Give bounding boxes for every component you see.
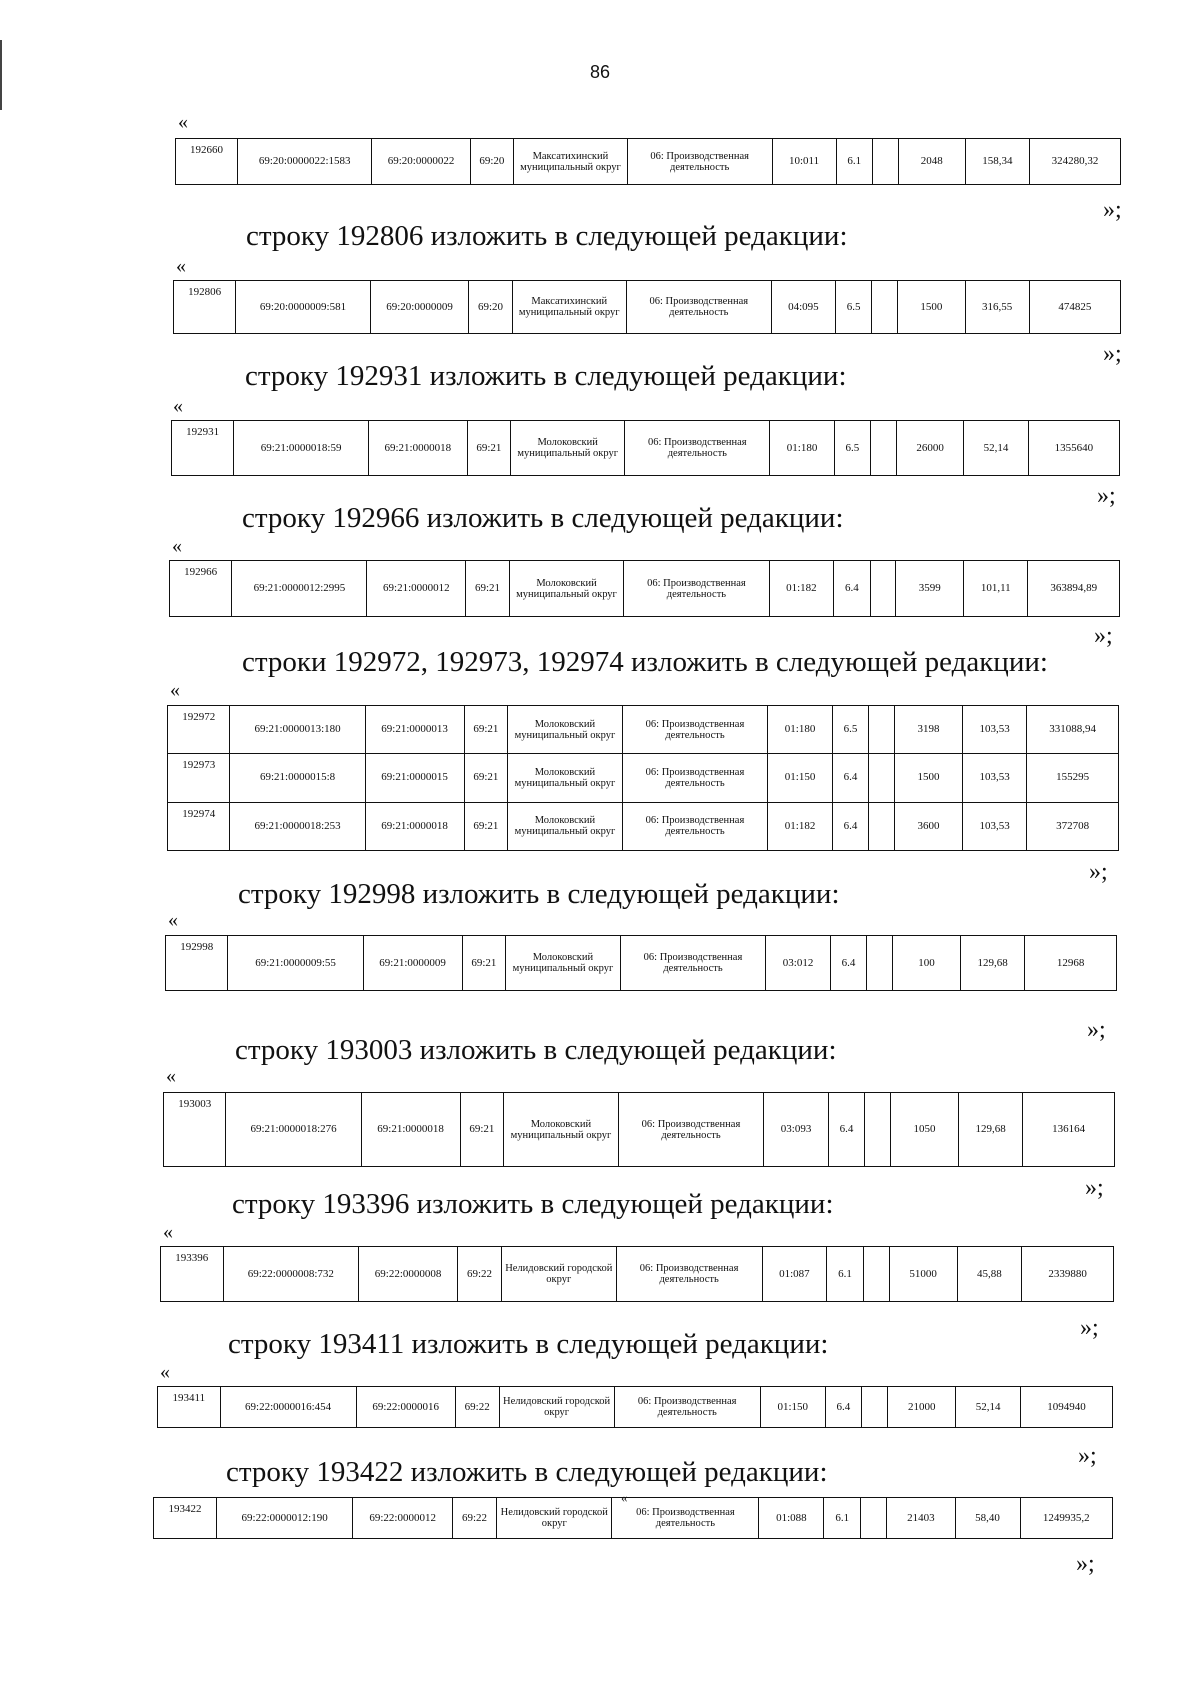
section-heading: строку 192806 изложить в следующей редакции: — [246, 220, 848, 252]
activity-cell: 06: Производственная деятельность — [620, 936, 766, 991]
code-cell: 01:180 — [770, 421, 834, 476]
rate-cell: 316,55 — [965, 281, 1029, 334]
row-id-cell: 193396 — [161, 1247, 224, 1302]
cadastral-number-cell: 69:21:0000018:253 — [230, 802, 365, 850]
code-cell: 04:095 — [771, 281, 835, 334]
group-cell: 6.4 — [825, 1387, 862, 1428]
activity-cell: 06: Производственная деятельность — [622, 706, 768, 754]
row-id-cell: 192931 — [172, 421, 234, 476]
open-quote: « — [170, 679, 180, 701]
table-row — [170, 561, 1120, 617]
open-quote: « — [176, 255, 186, 277]
value-cell: 1355640 — [1028, 421, 1119, 476]
district-code-cell: 69:21 — [462, 936, 506, 991]
rate-cell: 52,14 — [956, 1387, 1021, 1428]
close-quote: »; — [1103, 197, 1122, 223]
municipality-cell: Нелидовский городской округ — [499, 1387, 614, 1428]
code-cell: 01:150 — [768, 754, 833, 802]
section-heading: строку 193003 изложить в следующей редакции: — [235, 1034, 837, 1066]
close-quote: »; — [1085, 1175, 1104, 1201]
area-cell: 3600 — [895, 802, 963, 850]
activity-cell: 06: Производственная деятельность — [622, 754, 768, 802]
municipality-cell: Молоковский муниципальный округ — [506, 936, 620, 991]
section-heading: строку 193411 изложить в следующей редакции: — [228, 1328, 829, 1360]
close-quote: »; — [1078, 1443, 1097, 1469]
rate-cell: 103,53 — [962, 754, 1027, 802]
activity-cell: 06: Производственная деятельность — [618, 1093, 764, 1167]
data-table — [167, 705, 1119, 851]
rate-cell: 129,68 — [958, 1093, 1023, 1167]
table-row — [176, 139, 1121, 185]
value-cell: 372708 — [1027, 802, 1119, 850]
value-cell: 2339880 — [1022, 1247, 1114, 1302]
open-quote: « — [621, 1490, 628, 1505]
rate-cell: 158,34 — [965, 139, 1029, 185]
group-cell: 6.4 — [828, 1093, 864, 1167]
cadastral-number-cell: 69:21:0000018:59 — [234, 421, 369, 476]
municipality-cell: Нелидовский городской округ — [497, 1498, 612, 1539]
cadastral-number-cell: 69:21:0000018:276 — [226, 1093, 361, 1167]
data-table — [157, 1386, 1113, 1428]
table-row — [154, 1498, 1113, 1539]
row-id-cell: 192973 — [168, 754, 230, 802]
district-code-cell: 69:21 — [464, 802, 508, 850]
area-cell: 1500 — [898, 281, 965, 334]
row-id-cell: 192660 — [176, 139, 238, 185]
area-cell: 3198 — [895, 706, 963, 754]
code-cell: 01:182 — [769, 561, 833, 617]
empty-cell — [862, 1387, 888, 1428]
rate-cell: 103,53 — [962, 706, 1027, 754]
empty-cell — [869, 706, 895, 754]
activity-cell: 06: Производственная деятельность — [624, 561, 770, 617]
district-code-cell: 69:21 — [467, 421, 511, 476]
cadastral-number-cell: 69:20:0000009:581 — [236, 281, 371, 334]
row-id-cell: 193422 — [154, 1498, 217, 1539]
quarter-cell: 69:21:0000018 — [365, 802, 464, 850]
group-cell: 6.4 — [834, 561, 870, 617]
code-cell: 01:087 — [762, 1247, 827, 1302]
empty-cell — [863, 1247, 889, 1302]
close-quote: »; — [1076, 1551, 1095, 1577]
close-quote: »; — [1094, 623, 1113, 649]
area-cell: 51000 — [889, 1247, 957, 1302]
area-cell: 1050 — [891, 1093, 959, 1167]
activity-cell: 06: Производственная деятельность — [614, 1387, 760, 1428]
close-quote: »; — [1087, 1017, 1106, 1043]
area-cell: 21000 — [888, 1387, 956, 1428]
quarter-cell: 69:22:0000016 — [356, 1387, 455, 1428]
value-cell: 324280,32 — [1029, 139, 1120, 185]
group-cell: 6.1 — [827, 1247, 863, 1302]
municipality-cell: Нелидовский городской округ — [501, 1247, 616, 1302]
table-row — [161, 1247, 1114, 1302]
table-row — [168, 754, 1119, 802]
close-quote: »; — [1089, 859, 1108, 885]
quarter-cell: 69:22:0000008 — [359, 1247, 458, 1302]
open-quote: « — [163, 1221, 173, 1243]
row-id-cell: 193003 — [164, 1093, 226, 1167]
value-cell: 363894,89 — [1028, 561, 1120, 617]
activity-cell: 06: Производственная деятельность — [612, 1498, 759, 1539]
value-cell: 331088,94 — [1027, 706, 1119, 754]
section-heading: строку 193422 изложить в следующей редакции: — [226, 1456, 828, 1488]
rate-cell: 103,53 — [962, 802, 1027, 850]
code-cell: 01:182 — [768, 802, 833, 850]
close-quote: »; — [1103, 341, 1122, 367]
open-quote: « — [173, 395, 183, 417]
district-code-cell: 69:20 — [469, 281, 513, 334]
value-cell: 155295 — [1027, 754, 1119, 802]
cadastral-number-cell: 69:21:0000009:55 — [228, 936, 363, 991]
table-row — [164, 1093, 1115, 1167]
value-cell: 1249935,2 — [1020, 1498, 1112, 1539]
table-row — [168, 802, 1119, 850]
row-id-cell: 193411 — [158, 1387, 221, 1428]
empty-cell — [870, 561, 896, 617]
municipality-cell: Молоковский муниципальный округ — [508, 754, 622, 802]
district-code-cell: 69:22 — [458, 1247, 502, 1302]
quarter-cell: 69:21:0000018 — [369, 421, 468, 476]
rate-cell: 58,40 — [955, 1498, 1020, 1539]
value-cell: 474825 — [1029, 281, 1120, 334]
quarter-cell: 69:21:0000015 — [365, 754, 464, 802]
open-quote: « — [166, 1065, 176, 1087]
open-quote: « — [172, 535, 182, 557]
page-number: 86 — [589, 62, 611, 82]
data-table — [173, 280, 1121, 334]
empty-cell — [865, 1093, 891, 1167]
group-cell: 6.1 — [824, 1498, 861, 1539]
district-code-cell: 69:21 — [460, 1093, 504, 1167]
data-table — [165, 935, 1117, 991]
activity-cell: 06: Производственная деятельность — [625, 421, 770, 476]
quarter-cell: 69:22:0000012 — [353, 1498, 453, 1539]
area-cell: 2048 — [898, 139, 965, 185]
data-table — [175, 138, 1121, 185]
area-cell: 100 — [893, 936, 961, 991]
open-quote: « — [160, 1361, 170, 1383]
group-cell: 6.5 — [836, 281, 872, 334]
cadastral-number-cell: 69:21:0000013:180 — [230, 706, 365, 754]
cadastral-number-cell: 69:21:0000015:8 — [230, 754, 365, 802]
value-cell: 12968 — [1025, 936, 1117, 991]
open-quote: « — [178, 111, 188, 133]
data-table — [171, 420, 1120, 476]
district-code-cell: 69:22 — [453, 1498, 497, 1539]
open-quote: « — [168, 909, 178, 931]
value-cell: 1094940 — [1020, 1387, 1112, 1428]
group-cell: 6.4 — [832, 754, 868, 802]
municipality-cell: Максатихинский муниципальный округ — [514, 139, 628, 185]
row-id-cell: 192998 — [166, 936, 228, 991]
quarter-cell: 69:20:0000022 — [372, 139, 470, 185]
group-cell: 6.5 — [832, 706, 868, 754]
empty-cell — [869, 802, 895, 850]
empty-cell — [861, 1498, 887, 1539]
quarter-cell: 69:21:0000018 — [361, 1093, 460, 1167]
table-row — [174, 281, 1121, 334]
rate-cell: 45,88 — [957, 1247, 1022, 1302]
close-quote: »; — [1080, 1315, 1099, 1341]
empty-cell — [872, 139, 898, 185]
quarter-cell: 69:21:0000012 — [367, 561, 466, 617]
municipality-cell: Молоковский муниципальный округ — [511, 421, 625, 476]
district-code-cell: 69:21 — [464, 706, 508, 754]
row-id-cell: 192974 — [168, 802, 230, 850]
section-heading: строки 192972, 192973, 192974 изложить в следующей редакции: — [242, 646, 1048, 678]
table-row — [168, 706, 1119, 754]
table-row — [172, 421, 1120, 476]
row-id-cell: 192806 — [174, 281, 236, 334]
group-cell: 6.4 — [830, 936, 866, 991]
quarter-cell: 69:21:0000013 — [365, 706, 464, 754]
district-code-cell: 69:20 — [470, 139, 513, 185]
section-heading: строку 192931 изложить в следующей редакции: — [245, 360, 847, 392]
rate-cell: 52,14 — [964, 421, 1028, 476]
table-row — [166, 936, 1117, 991]
cadastral-number-cell: 69:20:0000022:1583 — [238, 139, 372, 185]
group-cell: 6.5 — [834, 421, 870, 476]
quarter-cell: 69:20:0000009 — [370, 281, 468, 334]
rate-cell: 129,68 — [960, 936, 1025, 991]
activity-cell: 06: Производственная деятельность — [627, 139, 772, 185]
municipality-cell: Молоковский муниципальный округ — [508, 706, 622, 754]
section-heading: строку 193396 изложить в следующей редакции: — [232, 1188, 834, 1220]
cadastral-number-cell: 69:22:0000012:190 — [216, 1498, 352, 1539]
empty-cell — [869, 754, 895, 802]
activity-cell: 06: Производственная деятельность — [626, 281, 771, 334]
row-id-cell: 192972 — [168, 706, 230, 754]
cadastral-number-cell: 69:21:0000012:2995 — [232, 561, 367, 617]
area-cell: 1500 — [895, 754, 963, 802]
activity-cell: 06: Производственная деятельность — [616, 1247, 762, 1302]
area-cell: 26000 — [896, 421, 963, 476]
group-cell: 6.1 — [836, 139, 872, 185]
empty-cell — [872, 281, 898, 334]
data-table — [163, 1092, 1115, 1167]
cadastral-number-cell: 69:22:0000016:454 — [220, 1387, 356, 1428]
code-cell: 03:093 — [764, 1093, 829, 1167]
code-cell: 10:011 — [772, 139, 836, 185]
municipality-cell: Максатихинский муниципальный округ — [512, 281, 626, 334]
rate-cell: 101,11 — [964, 561, 1028, 617]
code-cell: 03:012 — [766, 936, 831, 991]
data-table — [169, 560, 1120, 617]
data-table — [160, 1246, 1114, 1302]
code-cell: 01:150 — [760, 1387, 825, 1428]
district-code-cell: 69:21 — [464, 754, 508, 802]
empty-cell — [867, 936, 893, 991]
group-cell: 6.4 — [832, 802, 868, 850]
activity-cell: 06: Производственная деятельность — [622, 802, 768, 850]
cadastral-number-cell: 69:22:0000008:732 — [223, 1247, 359, 1302]
municipality-cell: Молоковский муниципальный округ — [504, 1093, 618, 1167]
municipality-cell: Молоковский муниципальный округ — [509, 561, 623, 617]
row-id-cell: 192966 — [170, 561, 232, 617]
table-row — [158, 1387, 1113, 1428]
area-cell: 3599 — [896, 561, 964, 617]
section-heading: строку 192966 изложить в следующей редакции: — [242, 502, 844, 534]
district-code-cell: 69:21 — [466, 561, 510, 617]
code-cell: 01:180 — [768, 706, 833, 754]
area-cell: 21403 — [887, 1498, 955, 1539]
code-cell: 01:088 — [759, 1498, 824, 1539]
quarter-cell: 69:21:0000009 — [363, 936, 462, 991]
section-heading: строку 192998 изложить в следующей редакции: — [238, 878, 840, 910]
district-code-cell: 69:22 — [455, 1387, 499, 1428]
close-quote: »; — [1097, 483, 1116, 509]
data-table — [153, 1497, 1113, 1539]
municipality-cell: Молоковский муниципальный округ — [508, 802, 622, 850]
empty-cell — [871, 421, 897, 476]
value-cell: 136164 — [1023, 1093, 1115, 1167]
